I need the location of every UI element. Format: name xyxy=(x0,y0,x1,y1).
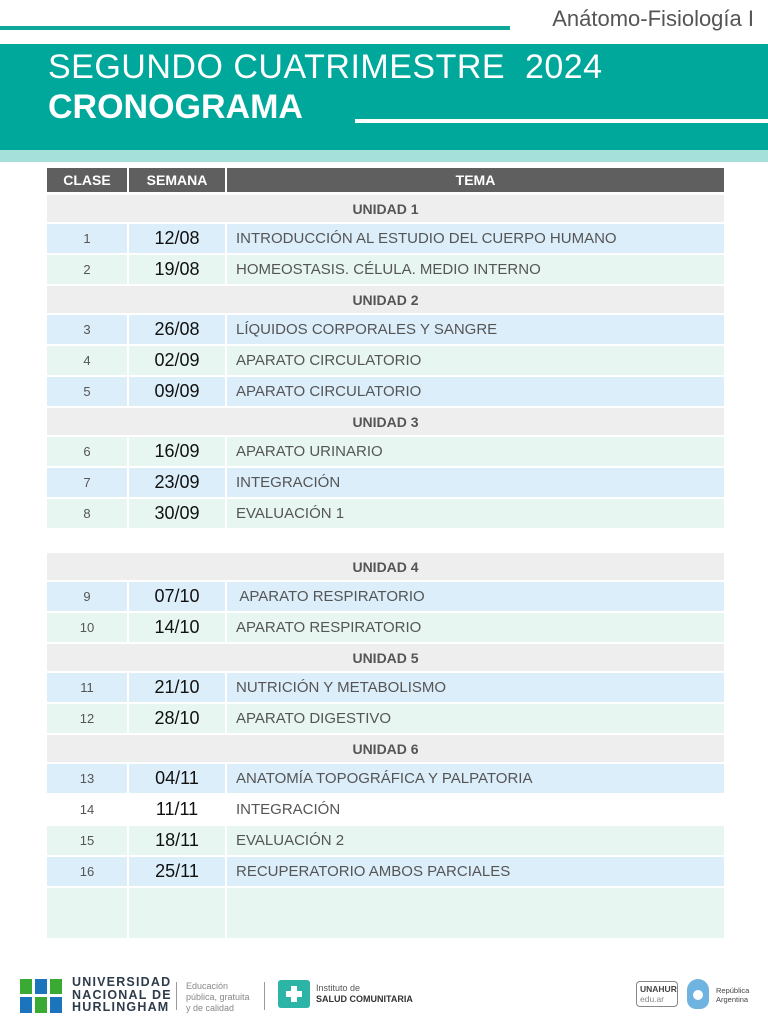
clase-cell: 4 xyxy=(47,346,129,377)
unit-label: UNIDAD 3 xyxy=(47,408,724,437)
clase-cell: 5 xyxy=(47,377,129,408)
unit-row xyxy=(47,195,724,224)
semana-cell: 04/11 xyxy=(129,764,227,795)
table-row xyxy=(47,704,724,735)
empty-row xyxy=(47,888,724,940)
unit-label: UNIDAD 2 xyxy=(47,286,724,315)
table-row xyxy=(47,468,724,499)
semana-cell: 21/10 xyxy=(129,673,227,704)
semana-cell: 14/10 xyxy=(129,613,227,644)
clase-cell: 16 xyxy=(47,857,129,888)
clase-cell: 13 xyxy=(47,764,129,795)
unahur-logo-icon xyxy=(20,979,62,1013)
table-row xyxy=(47,377,724,408)
clase-cell: 7 xyxy=(47,468,129,499)
table-row xyxy=(47,582,724,613)
table-row xyxy=(47,499,724,530)
tema-cell: INTEGRACIÓN xyxy=(227,795,724,826)
footer-divider xyxy=(264,982,265,1010)
semana-cell: 19/08 xyxy=(129,255,227,286)
course-name: Anátomo-Fisiología I xyxy=(552,6,754,31)
clase-cell: 15 xyxy=(47,826,129,857)
tema-cell: RECUPERATORIO AMBOS PARCIALES xyxy=(227,857,724,888)
tema-cell: LÍQUIDOS CORPORALES Y SANGRE xyxy=(227,315,724,346)
semana-cell: 16/09 xyxy=(129,437,227,468)
table-row xyxy=(47,255,724,286)
semana-cell: 23/09 xyxy=(129,468,227,499)
empty-cell xyxy=(47,888,129,940)
argentina-shield-icon xyxy=(687,979,709,1009)
unit-row xyxy=(47,553,724,582)
clase-cell: 9 xyxy=(47,582,129,613)
tema-cell: APARATO CIRCULATORIO xyxy=(227,346,724,377)
unit-label: UNIDAD 4 xyxy=(47,553,724,582)
table-row xyxy=(47,613,724,644)
table-row xyxy=(47,224,724,255)
clase-cell: 6 xyxy=(47,437,129,468)
semana-cell: 12/08 xyxy=(129,224,227,255)
empty-cell xyxy=(129,888,227,940)
semana-cell: 09/09 xyxy=(129,377,227,408)
page-subtitle: CRONOGRAMA xyxy=(48,88,303,126)
footer-divider xyxy=(176,982,177,1010)
semana-cell: 28/10 xyxy=(129,704,227,735)
tema-cell: APARATO CIRCULATORIO xyxy=(227,377,724,408)
clase-cell: 10 xyxy=(47,613,129,644)
title-band-underline xyxy=(0,150,768,162)
semana-cell: 02/09 xyxy=(129,346,227,377)
table-row xyxy=(47,826,724,857)
unit-row xyxy=(47,286,724,315)
schedule-table-part-1 xyxy=(47,168,724,530)
education-tagline: Educación pública, gratuita y de calidad xyxy=(186,981,250,1013)
semana-cell: 11/11 xyxy=(129,795,227,826)
schedule-body-1 xyxy=(47,195,724,530)
tema-cell: ANATOMÍA TOPOGRÁFICA Y PALPATORIA xyxy=(227,764,724,795)
table-row xyxy=(47,437,724,468)
clase-cell: 2 xyxy=(47,255,129,286)
institute-name: Instituto de SALUD COMUNITARIA xyxy=(316,983,413,1004)
semana-cell: 26/08 xyxy=(129,315,227,346)
unit-row xyxy=(47,644,724,673)
table-row xyxy=(47,315,724,346)
university-name: UNIVERSIDAD NACIONAL DE HURLINGHAM xyxy=(72,975,172,1014)
unit-row xyxy=(47,735,724,764)
semana-cell: 07/10 xyxy=(129,582,227,613)
semana-cell: 30/09 xyxy=(129,499,227,530)
column-header-semana: SEMANA xyxy=(129,168,227,195)
schedule-table-part-2 xyxy=(47,553,724,940)
table-row xyxy=(47,764,724,795)
table-row xyxy=(47,795,724,826)
unit-row xyxy=(47,408,724,437)
table-row xyxy=(47,346,724,377)
empty-cell xyxy=(227,888,724,940)
tema-cell: NUTRICIÓN Y METABOLISMO xyxy=(227,673,724,704)
clase-cell: 12 xyxy=(47,704,129,735)
tema-cell: APARATO URINARIO xyxy=(227,437,724,468)
title-rule xyxy=(355,119,768,123)
unit-label: UNIDAD 5 xyxy=(47,644,724,673)
tema-cell: HOMEOSTASIS. CÉLULA. MEDIO INTERNO xyxy=(227,255,724,286)
clase-cell: 3 xyxy=(47,315,129,346)
table-header xyxy=(47,168,724,195)
top-rule xyxy=(0,26,510,30)
tema-cell: INTRODUCCIÓN AL ESTUDIO DEL CUERPO HUMANO xyxy=(227,224,724,255)
tema-cell: APARATO RESPIRATORIO xyxy=(227,582,724,613)
column-header-clase: CLASE xyxy=(47,168,129,195)
health-cross-icon xyxy=(278,980,310,1008)
table-row xyxy=(47,857,724,888)
column-header-tema: TEMA xyxy=(227,168,724,195)
unahur-badge: UNAHUR edu.ar xyxy=(636,981,678,1007)
tema-cell: APARATO DIGESTIVO xyxy=(227,704,724,735)
page-title: SEGUNDO CUATRIMESTRE 2024 xyxy=(48,48,603,86)
semana-cell: 18/11 xyxy=(129,826,227,857)
unit-label: UNIDAD 6 xyxy=(47,735,724,764)
schedule-body-2 xyxy=(47,553,724,940)
unit-label: UNIDAD 1 xyxy=(47,195,724,224)
semana-cell: 25/11 xyxy=(129,857,227,888)
tema-cell: EVALUACIÓN 1 xyxy=(227,499,724,530)
clase-cell: 1 xyxy=(47,224,129,255)
tema-cell: EVALUACIÓN 2 xyxy=(227,826,724,857)
tema-cell: APARATO RESPIRATORIO xyxy=(227,613,724,644)
republica-argentina-label: República Argentina xyxy=(716,986,750,1004)
table-row xyxy=(47,673,724,704)
clase-cell: 8 xyxy=(47,499,129,530)
clase-cell: 11 xyxy=(47,673,129,704)
clase-cell: 14 xyxy=(47,795,129,826)
tema-cell: INTEGRACIÓN xyxy=(227,468,724,499)
